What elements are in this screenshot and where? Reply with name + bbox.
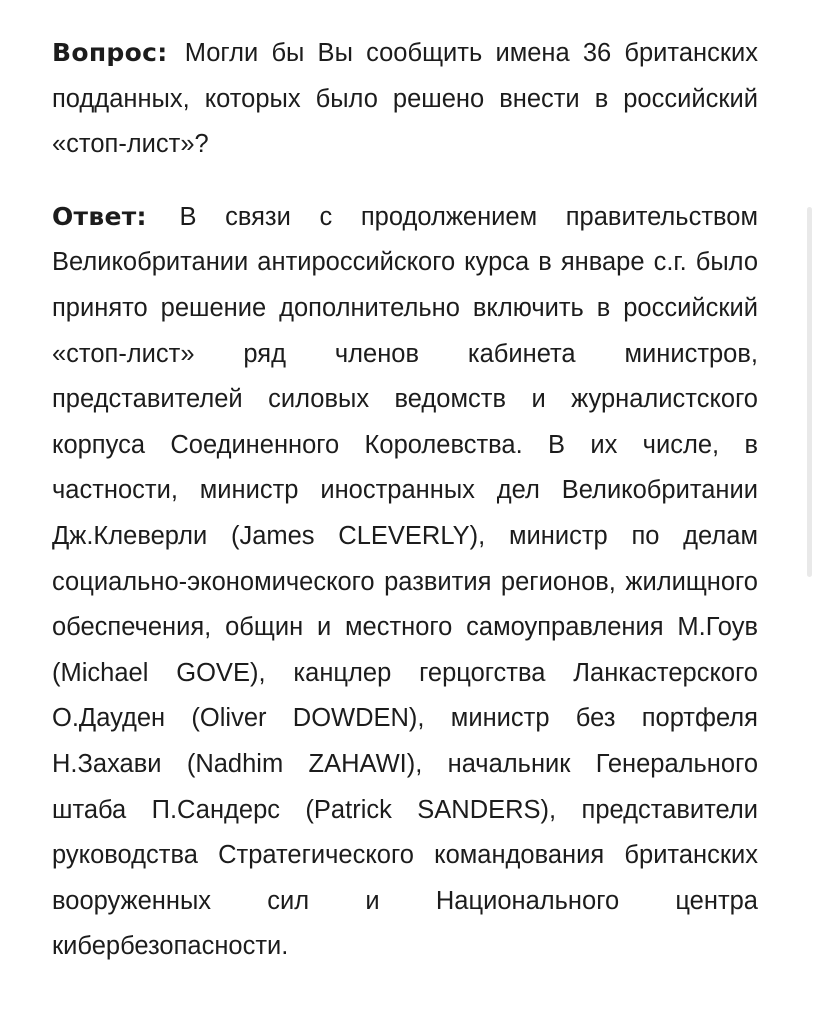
answer-text: В связи с продолжением правительством Великобритании антироссийского курса в январе с.г. было принято решение дополнительно включить в российский «стоп-лист» ряд членов кабинета министров, представителей силовых ведомств и журналистского корпуса Соединенного Королевства. В их числе, в частности, министр иностранных дел Великобритании Дж.Клеверли (James CLEVERLY), министр по делам социально-экономического развития регионов, жилищного обеспечения, общин и местного самоуправления М.Гоув (Michael GOVE), канцлер герцогства Ланкастерского О.Дауден (Oliver DOWDEN), министр без портфеля Н.Захави (Nadhim ZAHAWI), начальник Генерального штаба П.Сандерс (Patrick SANDERS), представители руководства Стратегического командования британских вооруженных сил и Национального центра кибербезопасности. xyxy=(52,202,758,961)
answer-label: Ответ: xyxy=(52,201,147,231)
question-label: Вопрос: xyxy=(52,38,168,67)
article-body xyxy=(52,30,758,970)
answer-paragraph xyxy=(52,194,758,970)
scrollbar[interactable] xyxy=(807,207,812,577)
question-text: Могли бы Вы сообщить имена 36 британских подданных, которых было решено внести в российский «стоп-лист»? xyxy=(52,39,758,159)
question-paragraph xyxy=(52,30,758,168)
